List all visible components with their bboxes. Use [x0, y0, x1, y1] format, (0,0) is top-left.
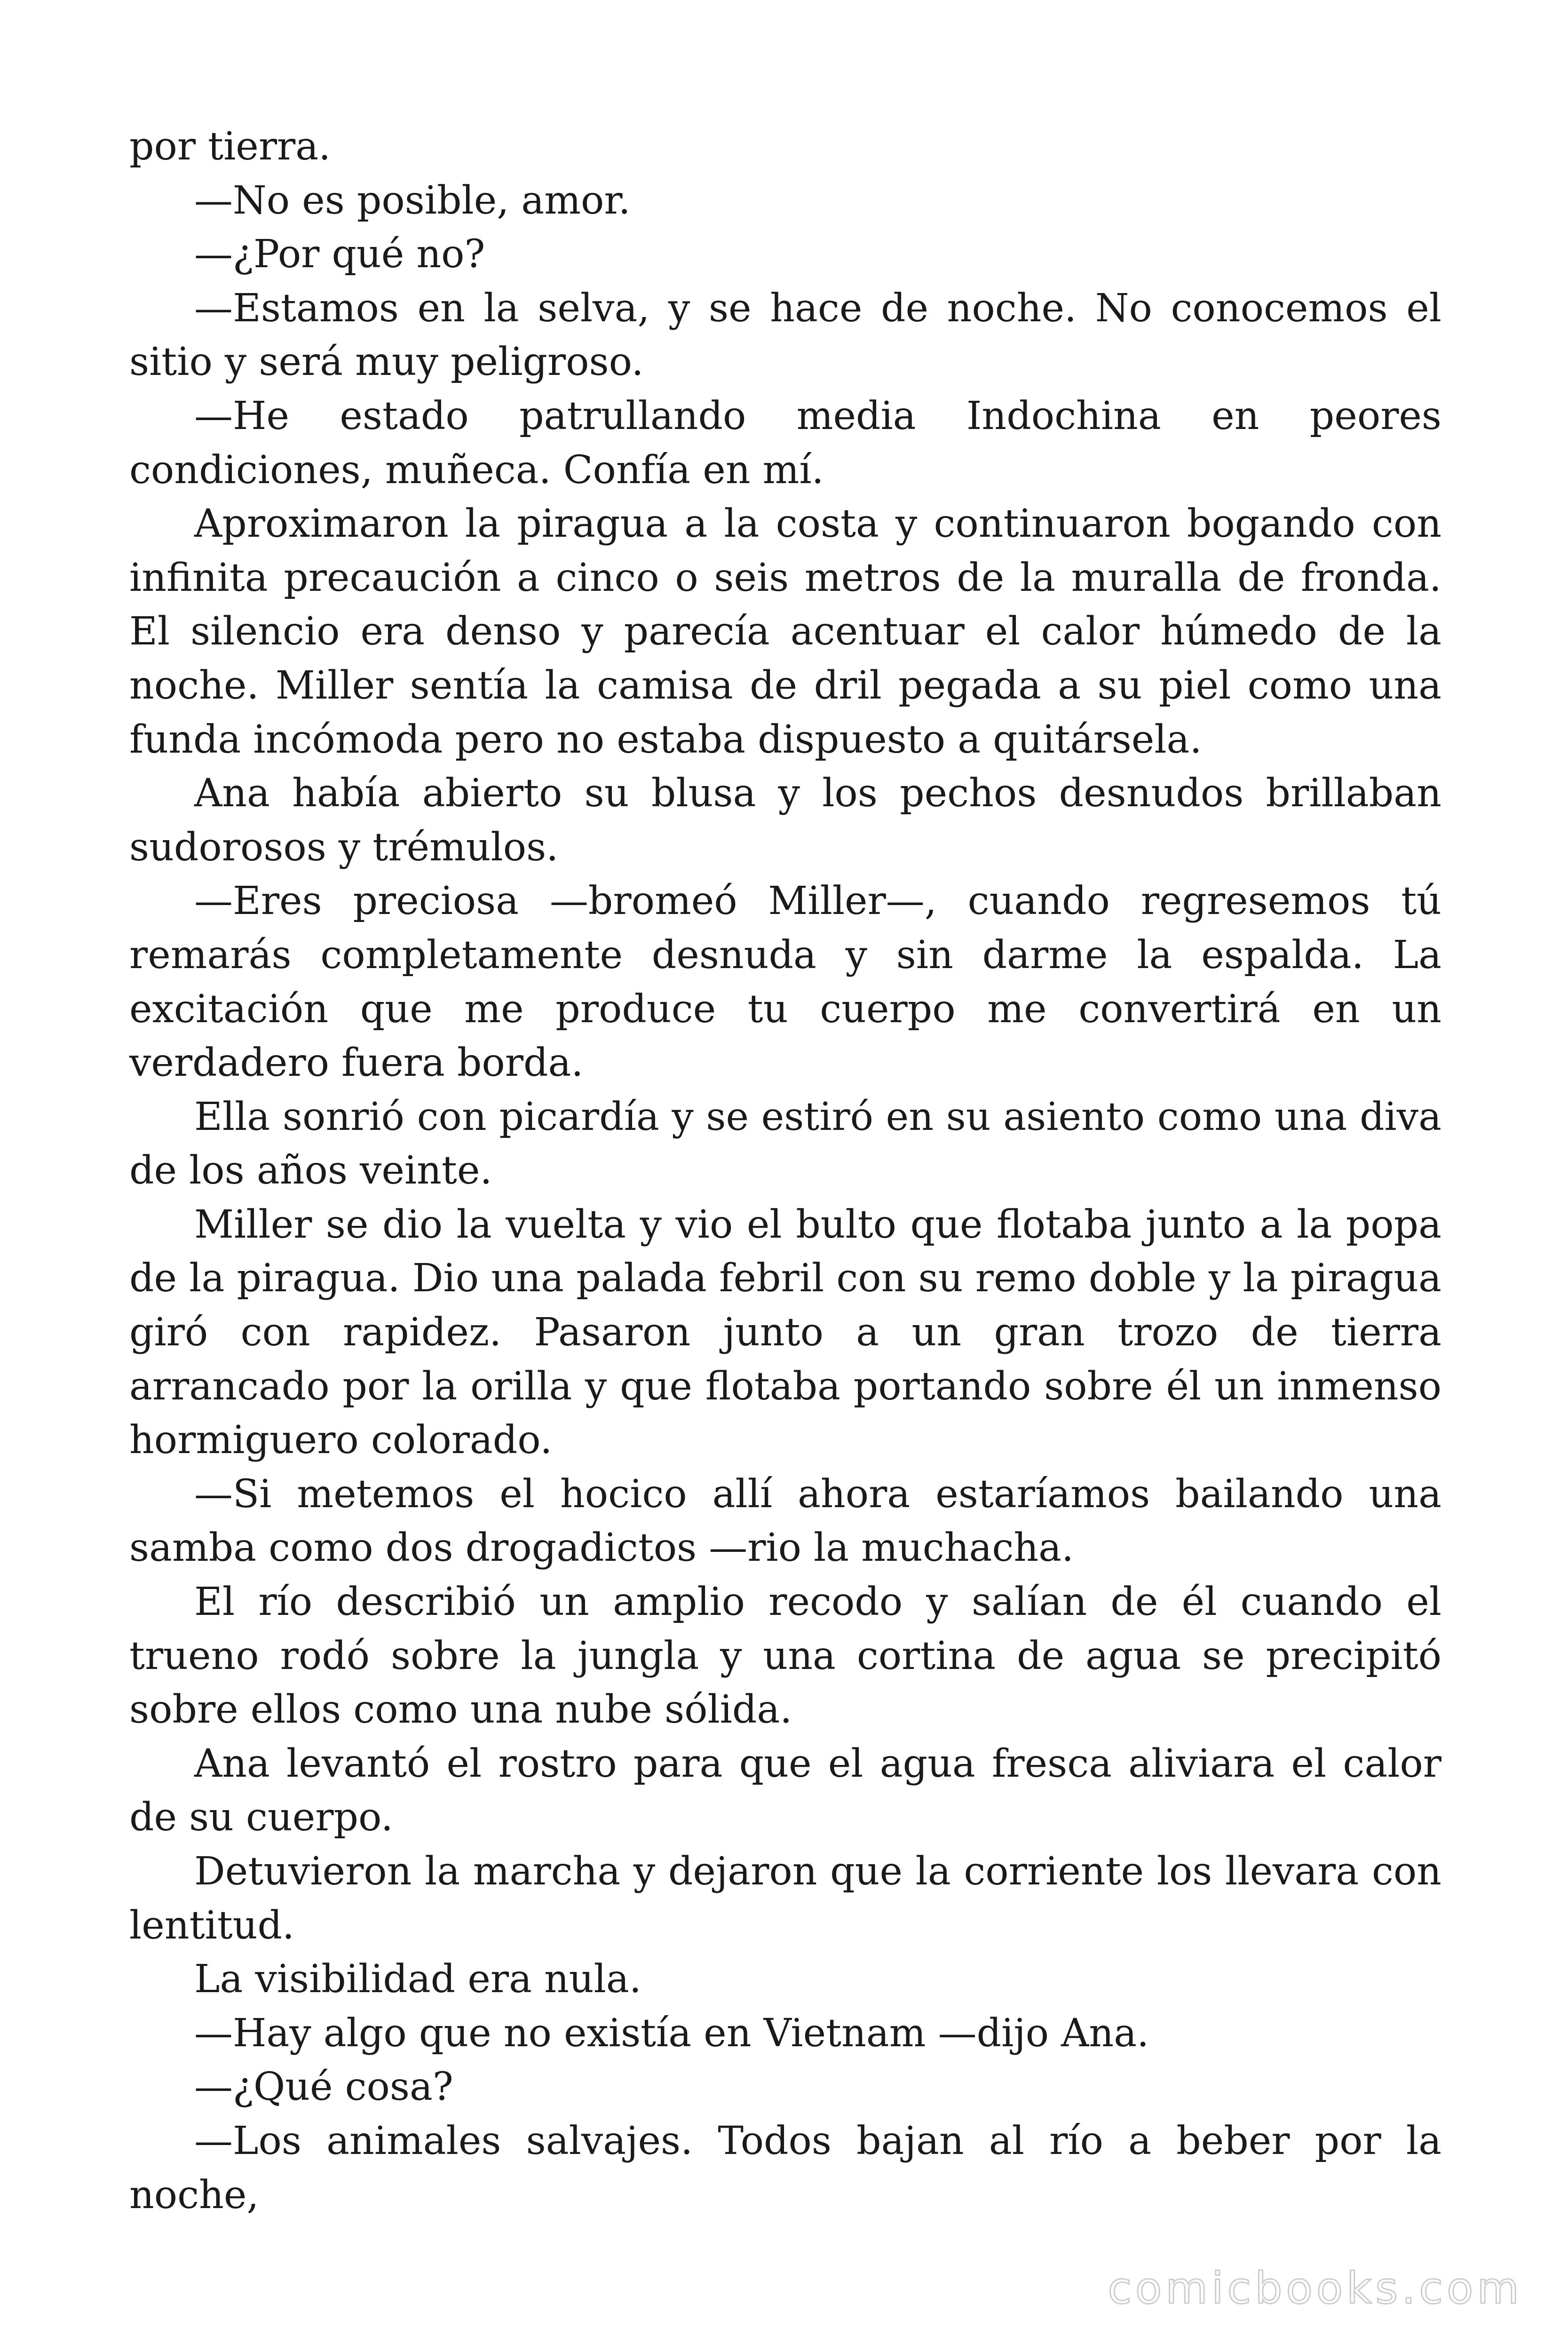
paragraph: —Los animales salvajes. Todos bajan al río a beber por la noche,	[129, 2118, 1441, 2217]
paragraph: —¿Por qué no?	[194, 232, 485, 277]
paragraph: Ana había abierto su blusa y los pechos desnudos brillaban sudorosos y trémulos.	[129, 771, 1441, 870]
paragraph: —Estamos en la selva, y se hace de noche. No conocemos el sitio y será muy peligroso.	[129, 286, 1441, 385]
paragraph: —Hay algo que no existía en Vietnam —dijo Ana.	[194, 2010, 1149, 2056]
paragraph: —No es posible, amor.	[194, 178, 631, 223]
paragraph: Detuvieron la marcha y dejaron que la corriente los llevara con lentitud.	[129, 1849, 1441, 1948]
paragraph: —Si metemos el hocico allí ahora estaríamos bailando una samba como dos drogadictos —rio la muchacha.	[129, 1471, 1441, 1571]
paragraph: —Eres preciosa —bromeó Miller—, cuando regresemos tú remarás completamente desnuda y sin darme la espalda. La excitación que me produce tu cuerpo me convertirá en un verdadero fuera borda.	[129, 879, 1441, 1086]
paragraph: Ella sonrió con picardía y se estiró en su asiento como una diva de los años veinte.	[129, 1094, 1441, 1193]
paragraph: Miller se dio la vuelta y vio el bulto que flotaba junto a la popa de la piragua. Dio una palada febril con su remo doble y la piragua giró con rapidez. Pasaron junto a un gran trozo de tierra arrancado por la orilla y que flotaba portando sobre él un inmenso hormiguero colorado.	[129, 1202, 1441, 1463]
paragraph: El río describió un amplio recodo y salían de él cuando el trueno rodó sobre la jungla y una cortina de agua se precipitó sobre ellos como una nube sólida.	[129, 1580, 1441, 1732]
paragraph: —He estado patrullando media Indochina en peores condiciones, muñeca. Confía en mí.	[129, 393, 1441, 493]
paragraph: Aproximaron la piragua a la costa y continuaron bogando con infinita precaución a cinco o seis metros de la muralla de fronda. El silencio era denso y parecía acentuar el calor húmedo de la noche. Miller sentía la camisa de dril pegada a su piel como una funda incómoda pero no estaba dispuesto a quitársela.	[129, 501, 1441, 762]
watermark: comicbooks.com	[1108, 2263, 1523, 2313]
paragraph: Ana levantó el rostro para que el agua fresca aliviara el calor de su cuerpo.	[129, 1741, 1441, 1840]
paragraph: La visibilidad era nula.	[194, 1957, 641, 2002]
paragraph: por tierra.	[129, 124, 331, 169]
paragraph: —¿Qué cosa?	[194, 2065, 453, 2110]
page-body	[129, 120, 1441, 2222]
